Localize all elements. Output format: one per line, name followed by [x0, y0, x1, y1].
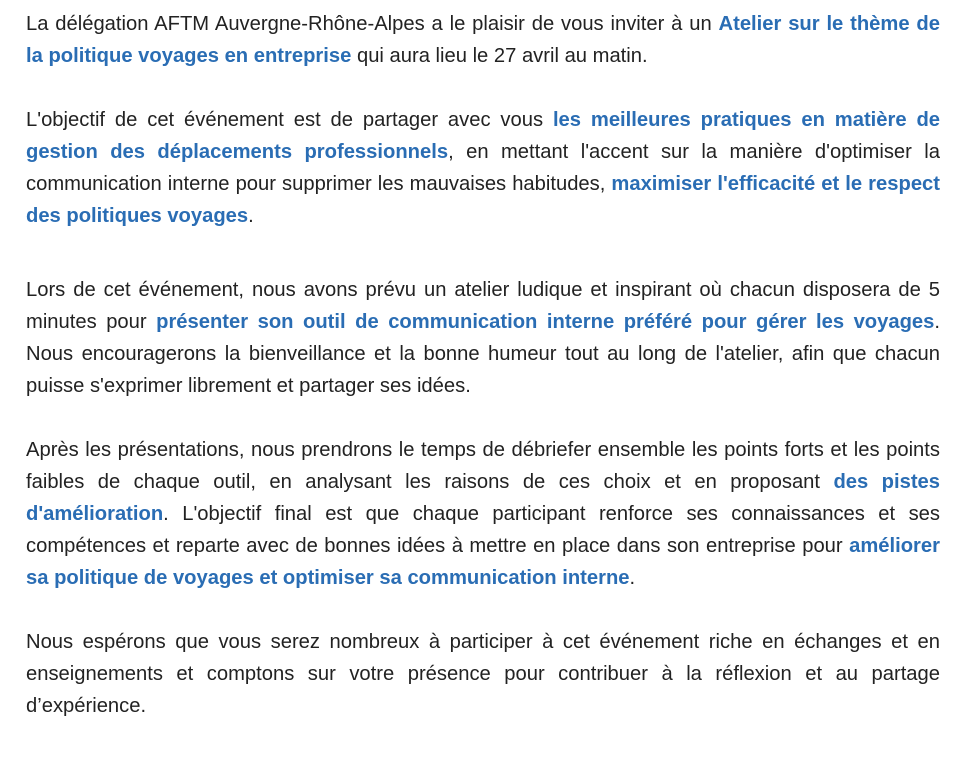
paragraph-workshop	[26, 274, 940, 402]
debrief-text-middle: . L'objectif final est que chaque participant renforce ses connaissances et ses compétences et reparte avec de bonnes idées à mettre en place dans son entreprise pour	[26, 503, 940, 557]
objective-text-start: L'objectif de cet événement est de partager avec vous	[26, 109, 553, 131]
objective-text-end: .	[248, 205, 254, 227]
closing-text: Nous espérons que vous serez nombreux à participer à cet événement riche en échanges et en enseignements et comptons sur votre présence pour contribuer à la réflexion et au partage d’expérience.	[26, 631, 940, 717]
efficiency-highlight: maximiser l'efficacité et le respect des politiques voyages	[26, 173, 940, 227]
paragraph-invitation	[26, 8, 940, 72]
paragraph-debrief	[26, 434, 940, 594]
paragraph-closing	[26, 626, 940, 722]
invitation-date-text: qui aura lieu le 27 avril au matin.	[351, 45, 648, 67]
invitation-body	[26, 8, 940, 722]
best-practices-highlight: les meilleures pratiques en matière de gestion des déplacements professionnels	[26, 109, 941, 163]
improvement-highlight: des pistes d'amélioration	[26, 471, 940, 525]
improve-policy-highlight: améliorer sa politique de voyages et optimiser sa communication interne	[26, 535, 940, 589]
paragraph-objective	[26, 104, 940, 232]
workshop-text-start: Lors de cet événement, nous avons prévu un atelier ludique et inspirant où chacun disposera de 5 minutes pour	[26, 279, 940, 333]
workshop-title-highlight: Atelier sur le thème de la politique voyages en entreprise	[26, 13, 940, 67]
invitation-text: La délégation AFTM Auvergne-Rhône-Alpes a le plaisir de vous inviter à un	[26, 13, 719, 35]
debrief-text-start: Après les présentations, nous prendrons le temps de débriefer ensemble les points forts et les points faibles de chaque outil, en analysant les raisons de ces choix et en proposant	[26, 439, 940, 493]
present-tool-highlight: présenter son outil de communication interne préféré pour gérer les voyages	[156, 311, 935, 333]
objective-text-middle: , en mettant l'accent sur la manière d'optimiser la communication interne pour supprimer les mauvaises habitudes,	[26, 141, 941, 195]
debrief-text-end: .	[629, 567, 636, 589]
workshop-text-end: . Nous encouragerons la bienveillance et la bonne humeur tout au long de l'atelier, afin que chacun puisse s'exprimer librement et partager ses idées.	[26, 311, 940, 397]
